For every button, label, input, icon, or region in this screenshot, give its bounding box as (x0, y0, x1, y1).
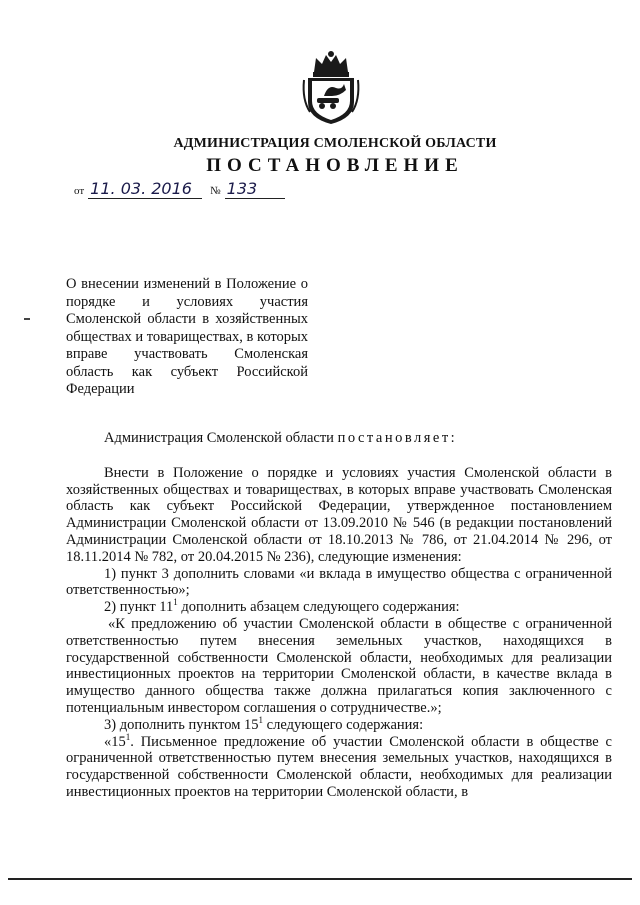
quote-2-start: «15 (104, 733, 126, 750)
item-2-sup: 1 (173, 597, 178, 608)
margin-mark (24, 318, 30, 320)
document-subject (66, 276, 308, 399)
item-2-end: дополнить абзацем следующего содержания: (177, 599, 460, 616)
date-label: от (74, 185, 85, 197)
intro-decree: постановляет: (337, 430, 458, 446)
quote-2-sup: 1 (125, 731, 131, 742)
quote-1: «К предложению об участии Смоленской области в обществе с ограниченной ответственностью путем внесения земельных участков, находящихся в государственной собственности Смоленской области, необходимых для реализации инвестиционных проектов на территории Смоленской области, в качестве вклада в имущество данного общества также должна прилагаться копия заключенного с потенциальным инвестором соглашения о сотрудничестве.»; (66, 615, 612, 716)
item-1: 1) пункт 3 дополнить словами «и вклада в имущество общества с ограниченной ответственностью»; (66, 565, 612, 599)
number-label: № (210, 185, 221, 197)
item-2 (66, 599, 612, 616)
subject-text: О внесении изменений в Положение о порядке и условиях участия Смоленской области в хозяйственных обществах и товариществах, в которых вправе участвовать Смоленская область как субъект Российской Федерации (66, 276, 309, 397)
item-2-start: 2) пункт 11 (104, 599, 174, 616)
item-3-start: 3) дополнить пунктом 15 (104, 716, 259, 733)
page-bottom-rule (8, 878, 632, 880)
handwritten-number: 133 (225, 180, 285, 199)
item-3 (66, 714, 612, 734)
item-3-end: следующего содержания: (263, 716, 424, 733)
paragraph-main: Внести в Положение о порядке и условиях участия Смоленской области в хозяйственных обществах и товариществах, в которых вправе участвовать Смоленская область как субъект Российской Федерации, утвержденное постановлением Администрации Смоленской области от 13.09.2010 № 546 (в редакции постановлений Администрации Смоленской области от 18.10.2013 № 786, от 21.04.2014 № 296, от 18.11.2014 № 782, от 20.04.2015 № 236), следующие изменения: (66, 464, 612, 565)
organization-name: АДМИНИСТРАЦИЯ СМОЛЕНСКОЙ ОБЛАСТИ (173, 136, 497, 151)
intro-lead: Администрация Смоленской области (104, 430, 334, 446)
date-number-line (74, 180, 285, 199)
coat-of-arms-icon (300, 50, 362, 126)
item-3-sup: 1 (258, 714, 264, 725)
document-type: ПОСТАНОВЛЕНИЕ (206, 155, 464, 176)
handwritten-date: 11. 03. 2016 (88, 180, 202, 199)
quote-2-end: . Письменное предложение об участии Смоленской области в обществе с ограниченной ответственностью путем внесения земельных участков, находящихся в государственной собственности Смоленской области, необходимых для реализации инвестиционных проектов на территории Смоленской области, в (66, 733, 612, 800)
intro-line (66, 430, 612, 447)
quote-2 (66, 731, 612, 801)
document-body (66, 430, 612, 801)
